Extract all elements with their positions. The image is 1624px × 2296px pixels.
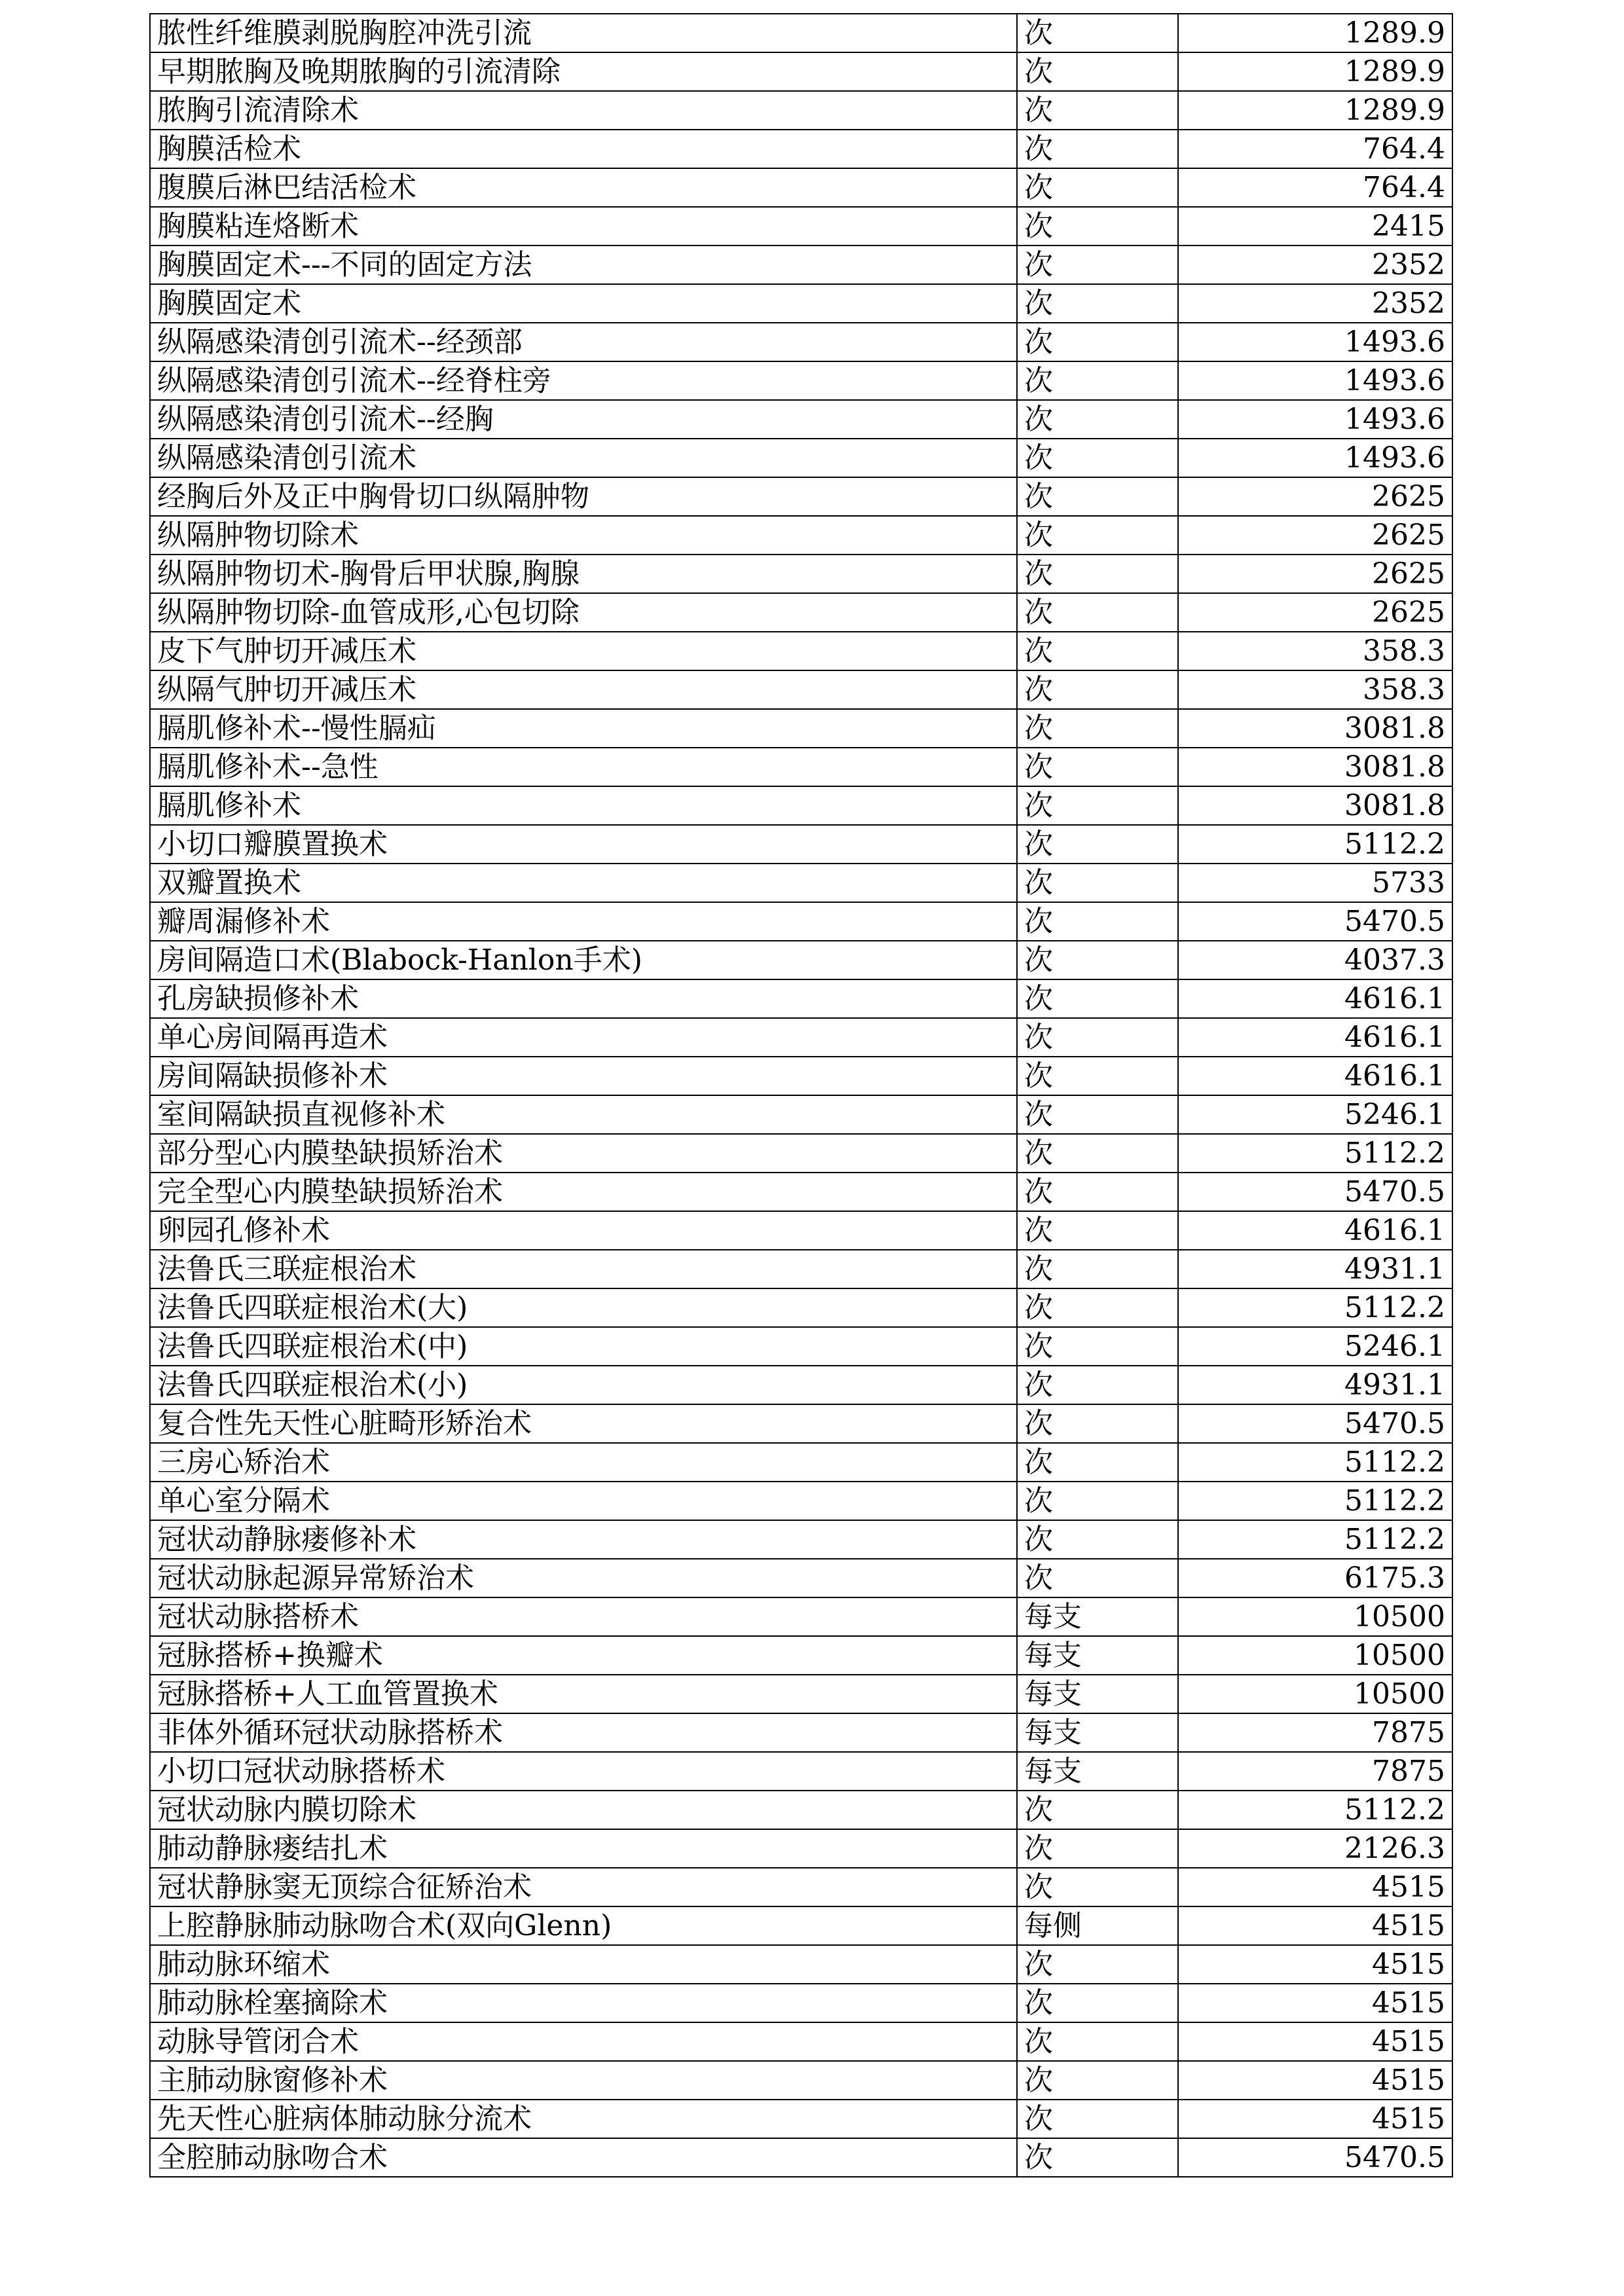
unit-cell: 次	[1017, 2022, 1178, 2061]
table-row	[150, 786, 1452, 825]
table-row	[150, 1404, 1452, 1443]
unit-cell: 次	[1017, 168, 1178, 207]
price-cell: 2625	[1178, 516, 1452, 555]
table-row	[150, 1868, 1452, 1906]
table-row	[150, 130, 1452, 168]
procedure-name-cell: 冠状动脉搭桥术	[150, 1597, 1017, 1636]
unit-cell: 次	[1017, 1984, 1178, 2022]
table-row	[150, 632, 1452, 670]
price-cell: 4515	[1178, 2100, 1452, 2138]
price-cell: 1289.9	[1178, 52, 1452, 91]
table-row	[150, 670, 1452, 709]
procedure-name-cell: 纵隔感染清创引流术	[150, 439, 1017, 477]
table-row	[150, 748, 1452, 786]
price-cell: 7875	[1178, 1713, 1452, 1752]
procedure-name-cell: 腹膜后淋巴结活检术	[150, 168, 1017, 207]
table-row	[150, 1906, 1452, 1945]
table-row	[150, 902, 1452, 941]
procedure-name-cell: 非体外循环冠状动脉搭桥术	[150, 1713, 1017, 1752]
table-row	[150, 1366, 1452, 1404]
unit-cell: 次	[1017, 1945, 1178, 1984]
procedure-name-cell: 膈肌修补术--慢性膈疝	[150, 709, 1017, 748]
unit-cell: 每支	[1017, 1713, 1178, 1752]
unit-cell: 次	[1017, 902, 1178, 941]
price-cell: 5112.2	[1178, 1482, 1452, 1520]
price-cell: 10500	[1178, 1675, 1452, 1713]
price-cell: 4616.1	[1178, 1057, 1452, 1095]
unit-cell: 次	[1017, 1520, 1178, 1559]
procedure-name-cell: 部分型心内膜垫缺损矫治术	[150, 1134, 1017, 1173]
procedure-name-cell: 脓性纤维膜剥脱胸腔冲洗引流	[150, 14, 1017, 52]
unit-cell: 次	[1017, 864, 1178, 902]
procedure-name-cell: 胸膜固定术---不同的固定方法	[150, 246, 1017, 284]
procedure-name-cell: 冠状动静脉瘘修补术	[150, 1520, 1017, 1559]
table-row	[150, 323, 1452, 361]
table-row	[150, 400, 1452, 439]
unit-cell: 每侧	[1017, 1906, 1178, 1945]
price-cell: 3081.8	[1178, 748, 1452, 786]
price-cell: 10500	[1178, 1636, 1452, 1675]
unit-cell: 次	[1017, 632, 1178, 670]
unit-cell: 次	[1017, 709, 1178, 748]
price-cell: 5112.2	[1178, 1288, 1452, 1327]
price-table	[149, 13, 1453, 2178]
price-cell: 1493.6	[1178, 439, 1452, 477]
procedure-name-cell: 小切口冠状动脉搭桥术	[150, 1752, 1017, 1791]
procedure-name-cell: 动脉导管闭合术	[150, 2022, 1017, 2061]
procedure-name-cell: 上腔静脉肺动脉吻合术(双向Glenn)	[150, 1906, 1017, 1945]
table-row	[150, 1597, 1452, 1636]
table-row	[150, 361, 1452, 400]
price-cell: 4616.1	[1178, 1018, 1452, 1057]
price-cell: 4616.1	[1178, 1211, 1452, 1250]
procedure-name-cell: 主肺动脉窗修补术	[150, 2061, 1017, 2100]
price-cell: 5470.5	[1178, 2138, 1452, 2177]
price-cell: 1289.9	[1178, 14, 1452, 52]
procedure-name-cell: 法鲁氏三联症根治术	[150, 1250, 1017, 1288]
table-row	[150, 593, 1452, 632]
procedure-name-cell: 室间隔缺损直视修补术	[150, 1095, 1017, 1134]
price-cell: 5733	[1178, 864, 1452, 902]
table-row	[150, 1327, 1452, 1366]
price-cell: 4515	[1178, 2022, 1452, 2061]
procedure-name-cell: 胸膜粘连烙断术	[150, 207, 1017, 246]
unit-cell: 次	[1017, 1018, 1178, 1057]
table-row	[150, 1443, 1452, 1482]
price-cell: 2352	[1178, 246, 1452, 284]
unit-cell: 次	[1017, 1443, 1178, 1482]
price-cell: 358.3	[1178, 632, 1452, 670]
procedure-name-cell: 冠状动脉起源异常矫治术	[150, 1559, 1017, 1597]
unit-cell: 次	[1017, 1134, 1178, 1173]
table-row	[150, 439, 1452, 477]
table-row	[150, 1095, 1452, 1134]
procedure-name-cell: 先天性心脏病体肺动脉分流术	[150, 2100, 1017, 2138]
unit-cell: 次	[1017, 555, 1178, 593]
table-row	[150, 2100, 1452, 2138]
procedure-name-cell: 小切口瓣膜置换术	[150, 825, 1017, 864]
unit-cell: 次	[1017, 246, 1178, 284]
price-cell: 5470.5	[1178, 1404, 1452, 1443]
table-row	[150, 709, 1452, 748]
price-cell: 2352	[1178, 284, 1452, 323]
table-row	[150, 516, 1452, 555]
table-row	[150, 2061, 1452, 2100]
unit-cell: 次	[1017, 1868, 1178, 1906]
unit-cell: 次	[1017, 670, 1178, 709]
table-row	[150, 52, 1452, 91]
procedure-name-cell: 经胸后外及正中胸骨切口纵隔肿物	[150, 477, 1017, 516]
price-cell: 4515	[1178, 1906, 1452, 1945]
unit-cell: 次	[1017, 979, 1178, 1018]
procedure-name-cell: 法鲁氏四联症根治术(小)	[150, 1366, 1017, 1404]
procedure-name-cell: 瓣周漏修补术	[150, 902, 1017, 941]
unit-cell: 次	[1017, 477, 1178, 516]
unit-cell: 每支	[1017, 1675, 1178, 1713]
table-row	[150, 2022, 1452, 2061]
price-cell: 4515	[1178, 2061, 1452, 2100]
procedure-name-cell: 脓胸引流清除术	[150, 91, 1017, 130]
procedure-name-cell: 冠脉搭桥+换瓣术	[150, 1636, 1017, 1675]
price-cell: 1493.6	[1178, 323, 1452, 361]
table-row	[150, 1713, 1452, 1752]
unit-cell: 次	[1017, 323, 1178, 361]
price-cell: 4515	[1178, 1945, 1452, 1984]
unit-cell: 次	[1017, 1288, 1178, 1327]
unit-cell: 次	[1017, 91, 1178, 130]
procedure-name-cell: 孔房缺损修补术	[150, 979, 1017, 1018]
table-row	[150, 1173, 1452, 1211]
unit-cell: 次	[1017, 284, 1178, 323]
price-cell: 4515	[1178, 1984, 1452, 2022]
procedure-name-cell: 冠状动脉内膜切除术	[150, 1791, 1017, 1829]
procedure-name-cell: 双瓣置换术	[150, 864, 1017, 902]
table-row	[150, 168, 1452, 207]
price-cell: 4931.1	[1178, 1366, 1452, 1404]
unit-cell: 次	[1017, 516, 1178, 555]
table-row	[150, 1675, 1452, 1713]
unit-cell: 次	[1017, 52, 1178, 91]
procedure-name-cell: 单心房间隔再造术	[150, 1018, 1017, 1057]
unit-cell: 每支	[1017, 1597, 1178, 1636]
table-row	[150, 2138, 1452, 2177]
table-row	[150, 979, 1452, 1018]
price-cell: 7875	[1178, 1752, 1452, 1791]
unit-cell: 次	[1017, 825, 1178, 864]
unit-cell: 次	[1017, 748, 1178, 786]
table-row	[150, 1250, 1452, 1288]
procedure-name-cell: 三房心矫治术	[150, 1443, 1017, 1482]
procedure-name-cell: 纵隔感染清创引流术--经颈部	[150, 323, 1017, 361]
table-row	[150, 1636, 1452, 1675]
procedure-name-cell: 冠脉搭桥+人工血管置换术	[150, 1675, 1017, 1713]
unit-cell: 次	[1017, 1482, 1178, 1520]
price-cell: 764.4	[1178, 130, 1452, 168]
procedure-name-cell: 膈肌修补术	[150, 786, 1017, 825]
unit-cell: 次	[1017, 130, 1178, 168]
unit-cell: 每支	[1017, 1636, 1178, 1675]
table-row	[150, 246, 1452, 284]
table-row	[150, 941, 1452, 979]
procedure-name-cell: 复合性先天性心脏畸形矫治术	[150, 1404, 1017, 1443]
price-cell: 1493.6	[1178, 361, 1452, 400]
price-cell: 2625	[1178, 593, 1452, 632]
table-row	[150, 477, 1452, 516]
price-cell: 2415	[1178, 207, 1452, 246]
price-cell: 5112.2	[1178, 1520, 1452, 1559]
procedure-name-cell: 单心室分隔术	[150, 1482, 1017, 1520]
table-row	[150, 1482, 1452, 1520]
procedure-name-cell: 胸膜活检术	[150, 130, 1017, 168]
unit-cell: 次	[1017, 1559, 1178, 1597]
table-row	[150, 1829, 1452, 1868]
table-row	[150, 1945, 1452, 1984]
procedure-name-cell: 早期脓胸及晚期脓胸的引流清除	[150, 52, 1017, 91]
price-cell: 4931.1	[1178, 1250, 1452, 1288]
price-cell: 1493.6	[1178, 400, 1452, 439]
table-row	[150, 1559, 1452, 1597]
table-row	[150, 864, 1452, 902]
unit-cell: 次	[1017, 400, 1178, 439]
unit-cell: 次	[1017, 1250, 1178, 1288]
unit-cell: 次	[1017, 2138, 1178, 2177]
procedure-name-cell: 皮下气肿切开减压术	[150, 632, 1017, 670]
procedure-name-cell: 肺动脉栓塞摘除术	[150, 1984, 1017, 2022]
table-row	[150, 1984, 1452, 2022]
table-row	[150, 207, 1452, 246]
unit-cell: 次	[1017, 941, 1178, 979]
table-row	[150, 555, 1452, 593]
table-row	[150, 825, 1452, 864]
price-cell: 4515	[1178, 1868, 1452, 1906]
table-row	[150, 14, 1452, 52]
table-row	[150, 1018, 1452, 1057]
price-cell: 5112.2	[1178, 1134, 1452, 1173]
unit-cell: 次	[1017, 1791, 1178, 1829]
table-row	[150, 1520, 1452, 1559]
price-cell: 10500	[1178, 1597, 1452, 1636]
procedure-name-cell: 纵隔感染清创引流术--经胸	[150, 400, 1017, 439]
price-cell: 5112.2	[1178, 825, 1452, 864]
procedure-name-cell: 纵隔肿物切除术	[150, 516, 1017, 555]
table-row	[150, 1211, 1452, 1250]
procedure-name-cell: 肺动静脉瘘结扎术	[150, 1829, 1017, 1868]
price-cell: 4616.1	[1178, 979, 1452, 1018]
price-cell: 2625	[1178, 477, 1452, 516]
price-cell: 6175.3	[1178, 1559, 1452, 1597]
price-cell: 2625	[1178, 555, 1452, 593]
price-cell: 5470.5	[1178, 902, 1452, 941]
price-cell: 5112.2	[1178, 1443, 1452, 1482]
unit-cell: 次	[1017, 439, 1178, 477]
price-cell: 3081.8	[1178, 786, 1452, 825]
unit-cell: 次	[1017, 2100, 1178, 2138]
table-row	[150, 1752, 1452, 1791]
unit-cell: 次	[1017, 1173, 1178, 1211]
price-cell: 4037.3	[1178, 941, 1452, 979]
unit-cell: 次	[1017, 786, 1178, 825]
price-cell: 764.4	[1178, 168, 1452, 207]
unit-cell: 次	[1017, 1211, 1178, 1250]
unit-cell: 次	[1017, 14, 1178, 52]
unit-cell: 次	[1017, 1366, 1178, 1404]
procedure-name-cell: 纵隔肿物切除-血管成形,心包切除	[150, 593, 1017, 632]
unit-cell: 次	[1017, 1095, 1178, 1134]
price-cell: 5246.1	[1178, 1095, 1452, 1134]
table-row	[150, 1791, 1452, 1829]
unit-cell: 次	[1017, 593, 1178, 632]
procedure-name-cell: 法鲁氏四联症根治术(大)	[150, 1288, 1017, 1327]
unit-cell: 次	[1017, 361, 1178, 400]
table-row	[150, 1288, 1452, 1327]
price-cell: 5470.5	[1178, 1173, 1452, 1211]
unit-cell: 次	[1017, 1829, 1178, 1868]
unit-cell: 次	[1017, 1404, 1178, 1443]
table-row	[150, 1134, 1452, 1173]
procedure-name-cell: 膈肌修补术--急性	[150, 748, 1017, 786]
table-row	[150, 284, 1452, 323]
price-cell: 5112.2	[1178, 1791, 1452, 1829]
unit-cell: 每支	[1017, 1752, 1178, 1791]
table-row	[150, 1057, 1452, 1095]
procedure-name-cell: 冠状静脉窦无顶综合征矫治术	[150, 1868, 1017, 1906]
procedure-name-cell: 纵隔肿物切术-胸骨后甲状腺,胸腺	[150, 555, 1017, 593]
price-cell: 1289.9	[1178, 91, 1452, 130]
table-row	[150, 91, 1452, 130]
price-cell: 3081.8	[1178, 709, 1452, 748]
procedure-name-cell: 房间隔缺损修补术	[150, 1057, 1017, 1095]
unit-cell: 次	[1017, 207, 1178, 246]
unit-cell: 次	[1017, 1057, 1178, 1095]
price-cell: 358.3	[1178, 670, 1452, 709]
procedure-name-cell: 完全型心内膜垫缺损矫治术	[150, 1173, 1017, 1211]
procedure-name-cell: 纵隔感染清创引流术--经脊柱旁	[150, 361, 1017, 400]
procedure-name-cell: 法鲁氏四联症根治术(中)	[150, 1327, 1017, 1366]
procedure-name-cell: 卵园孔修补术	[150, 1211, 1017, 1250]
procedure-name-cell: 胸膜固定术	[150, 284, 1017, 323]
unit-cell: 次	[1017, 1327, 1178, 1366]
price-cell: 5246.1	[1178, 1327, 1452, 1366]
unit-cell: 次	[1017, 2061, 1178, 2100]
procedure-name-cell: 全腔肺动脉吻合术	[150, 2138, 1017, 2177]
procedure-name-cell: 房间隔造口术(Blabock-Hanlon手术)	[150, 941, 1017, 979]
price-cell: 2126.3	[1178, 1829, 1452, 1868]
procedure-name-cell: 肺动脉环缩术	[150, 1945, 1017, 1984]
procedure-name-cell: 纵隔气肿切开减压术	[150, 670, 1017, 709]
table-body	[150, 14, 1452, 2177]
